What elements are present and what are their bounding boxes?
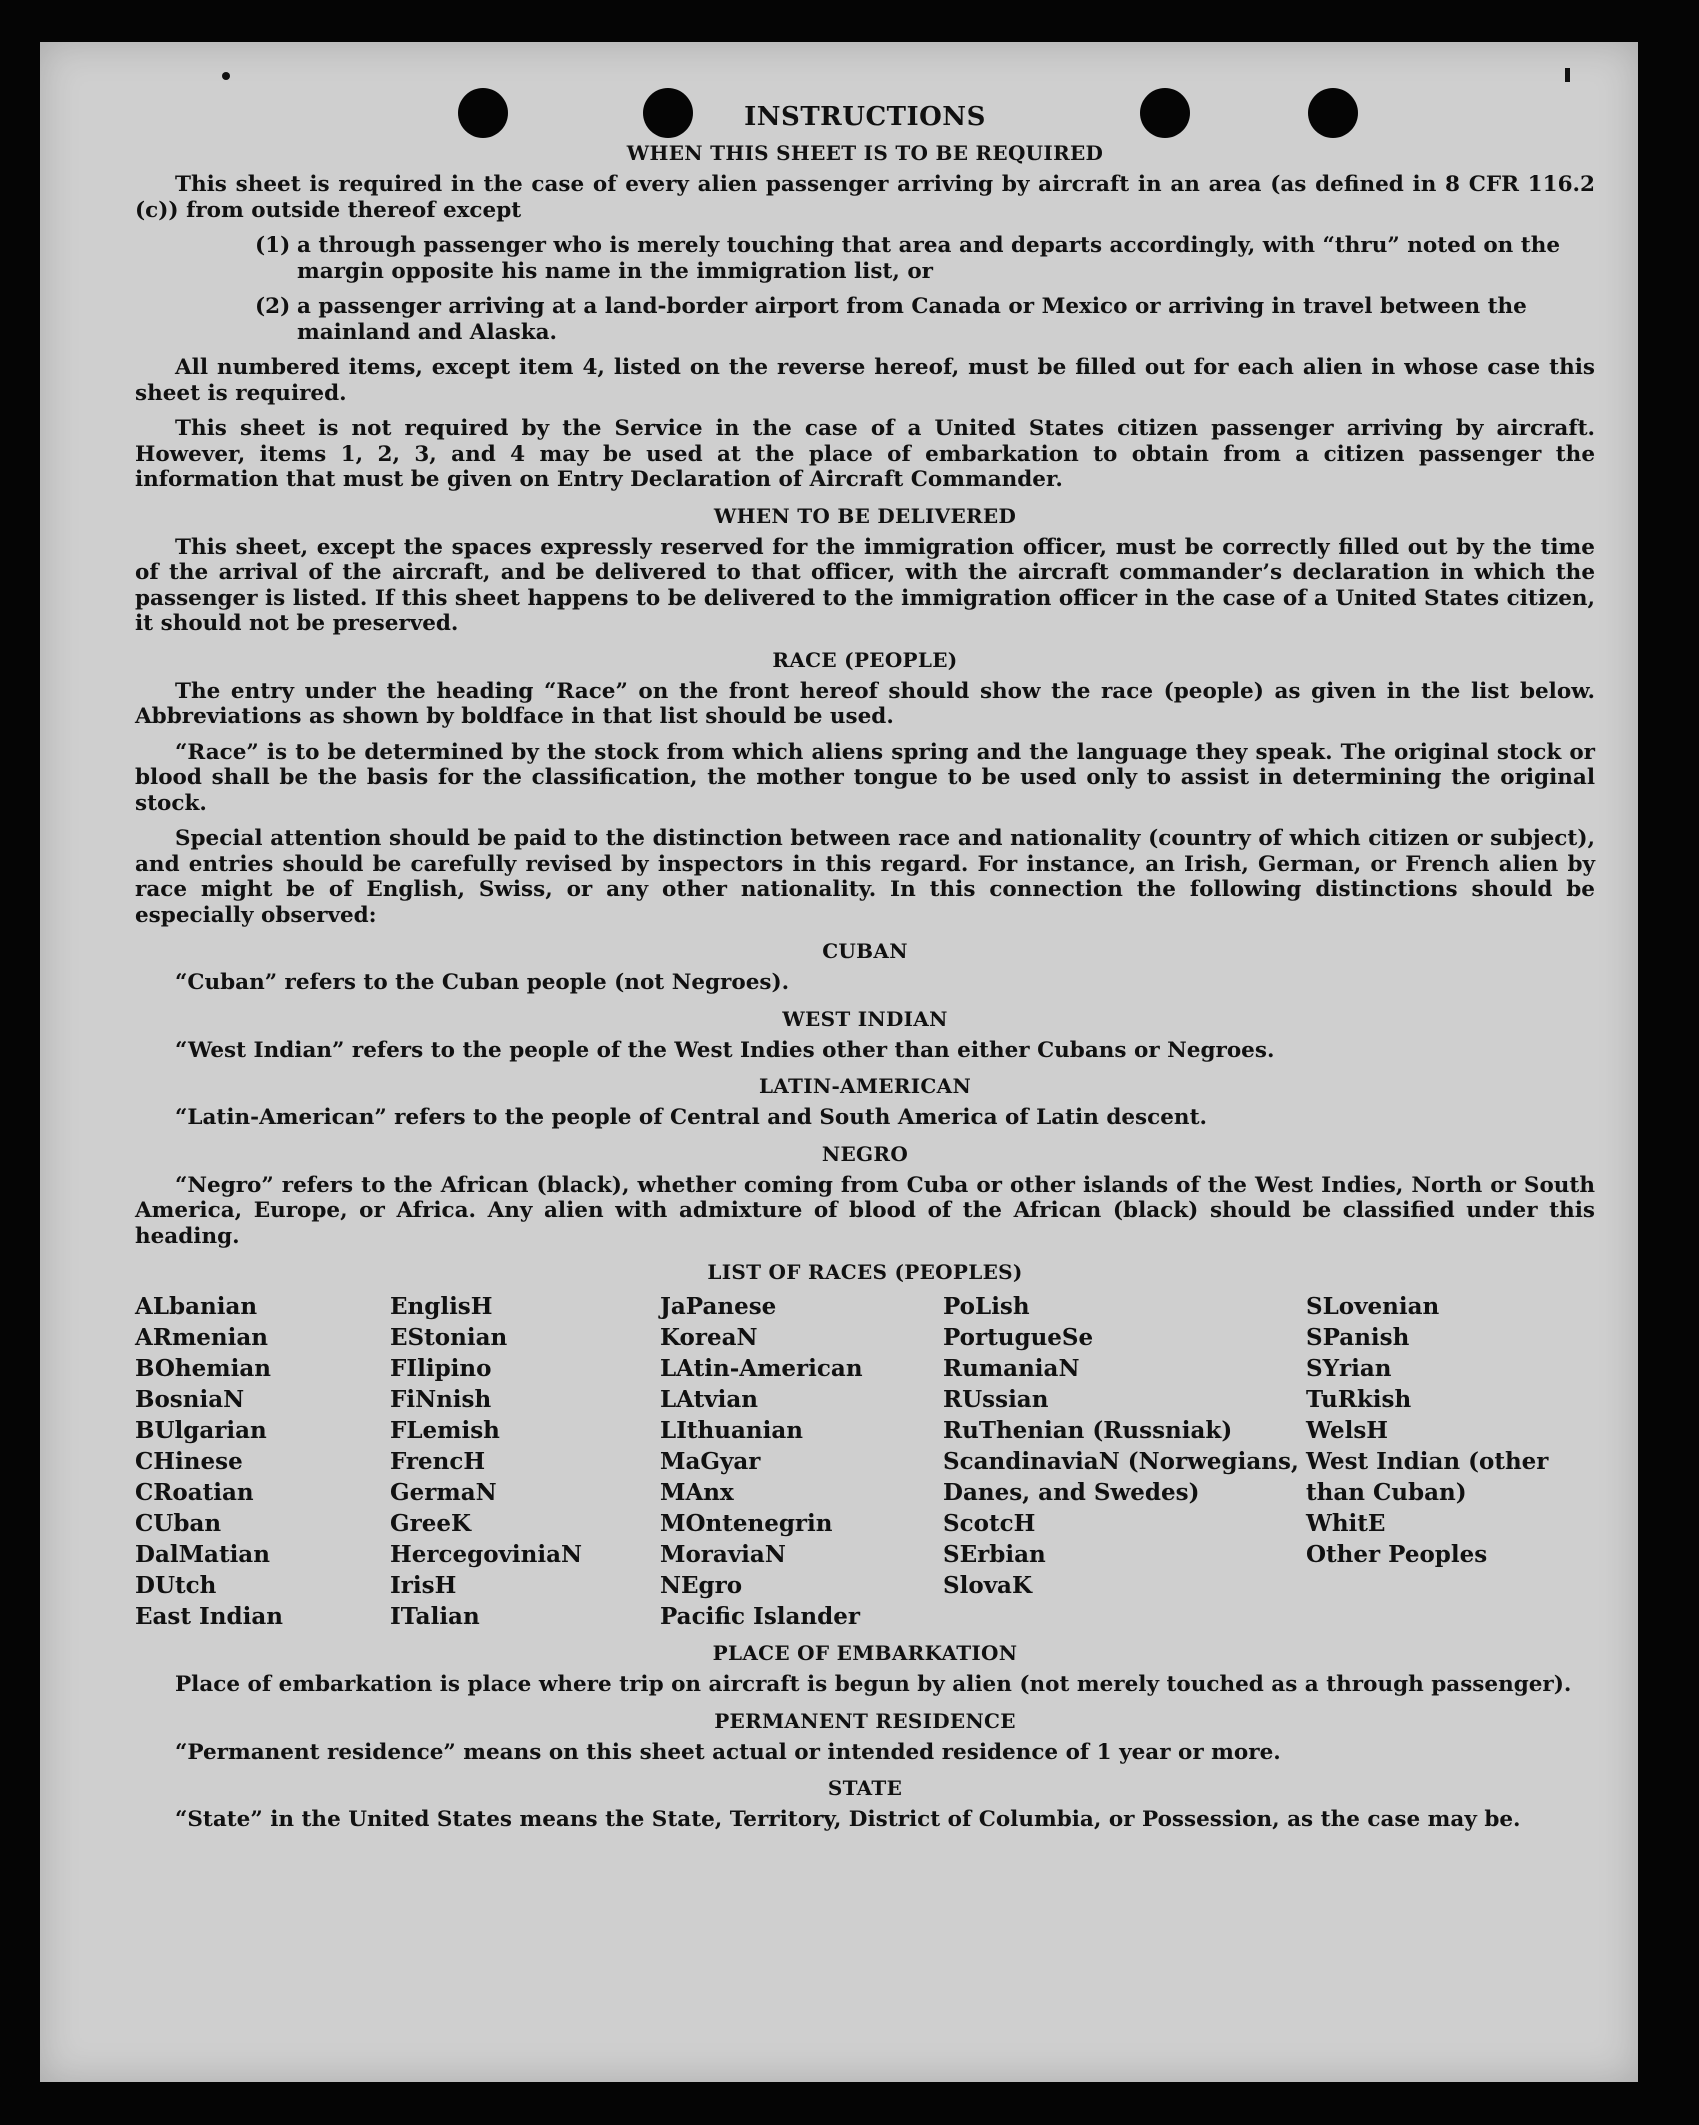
race-item: CHinese [135, 1448, 243, 1475]
definition: “Cuban” refers to the Cuban people (not Negroes). [175, 970, 790, 995]
race-item: RuThenian (Russniak) [943, 1417, 1233, 1444]
race-item: East Indian [135, 1603, 283, 1630]
scan-mark [222, 72, 230, 80]
races-column-3 [660, 1291, 943, 1632]
heading-when-required: WHEN THIS SHEET IS TO BE REQUIRED [626, 141, 1104, 165]
race-item: FiNnish [390, 1386, 492, 1413]
race-item: West Indian (other than Cuban) [1306, 1448, 1549, 1506]
race-item: FrencH [390, 1448, 486, 1475]
race-item: FLemish [390, 1417, 500, 1444]
race-item: HercegoviniaN [390, 1541, 583, 1568]
race-item: GreeK [390, 1510, 472, 1537]
heading-embarkation: PLACE OF EMBARKATION [712, 1641, 1018, 1665]
race-item: LIthuanian [660, 1417, 803, 1444]
race-item: ScotcH [943, 1510, 1036, 1537]
races-table [135, 1291, 1595, 1632]
race-item: RumaniaN [943, 1355, 1080, 1382]
race-item: WhitE [1306, 1510, 1386, 1537]
race-item: JaPanese [660, 1293, 777, 1320]
heading-west-indian: WEST INDIAN [782, 1006, 948, 1031]
race-item: LAtvian [660, 1386, 758, 1413]
document-page [40, 42, 1638, 2082]
heading-latin-american: LATIN-AMERICAN [758, 1074, 972, 1098]
race-item: BosniaN [135, 1386, 245, 1413]
definition: “Negro” refers to the African (black), whether coming from Cuba or other islands of the West Indies, North or South America, Europe, or Africa. Any alien with admixture of blood of the African (black) should be classified under this heading. [135, 1172, 1595, 1249]
race-item: BUlgarian [135, 1417, 267, 1444]
definition: “West Indian” refers to the people of the West Indies other than either Cubans or Negroes. [175, 1037, 1275, 1063]
race-item: NEgro [660, 1572, 743, 1599]
races-column-5 [1306, 1291, 1595, 1632]
instructions-text [135, 102, 1595, 1843]
races-column-1 [135, 1291, 390, 1632]
race-item: EnglisH [390, 1293, 493, 1320]
race-item: MoraviaN [660, 1541, 786, 1568]
race-item: Other Peoples [1306, 1541, 1488, 1568]
paragraph: This sheet, except the spaces expressly reserved for the immigration officer, must be correctly filled out by the time of the arrival of the aircraft, and be delivered to that officer, with the aircraft commander’s declaration in which the passenger is listed. If this sheet happens to be delivered to the immigration officer in the case of a United States citizen, it should not be preserved. [135, 534, 1595, 636]
definition: “Latin-American” refers to the people of Central and South America of Latin descent. [175, 1105, 1207, 1130]
heading-negro: NEGRO [821, 1141, 909, 1166]
list-item [255, 233, 1595, 284]
race-item: BOhemian [135, 1355, 271, 1382]
item-number: (1) [255, 233, 291, 258]
race-item: SErbian [943, 1541, 1046, 1568]
race-item: ALbanian [135, 1293, 258, 1320]
list-item [255, 294, 1595, 345]
race-item: SlovaK [943, 1572, 1032, 1599]
paragraph: This sheet is not required by the Service in the case of a United States citizen passenger arriving by aircraft. However, items 1, 2, 3, and 4 may be used at the place of embarkation to obtain from a citizen passenger the information that must be given on Entry Declaration of Aircraft Commander. [135, 416, 1595, 492]
item-number: (2) [255, 294, 291, 319]
race-item: KoreaN [660, 1324, 758, 1351]
races-column-4 [943, 1291, 1306, 1632]
heading-race: RACE (PEOPLE) [772, 647, 958, 672]
race-item: MaGyar [660, 1448, 761, 1475]
heading-when-delivered: WHEN TO BE DELIVERED [713, 503, 1017, 528]
exception-list [135, 233, 1595, 345]
race-item: CUban [135, 1510, 222, 1537]
paragraph: “State” in the United States means the State, Territory, District of Columbia, or Possession, as the case may be. [175, 1807, 1521, 1832]
race-item: IrisH [390, 1572, 457, 1599]
races-column-2 [390, 1291, 660, 1632]
race-item: GermaN [390, 1479, 497, 1506]
heading-cuban: CUBAN [822, 939, 908, 963]
race-item: PortugueSe [943, 1324, 1094, 1351]
race-item: MOntenegrin [660, 1510, 833, 1537]
item-text: a through passenger who is merely touching that area and departs accordingly, with “thru” noted on the margin opposite his name in the immigration list, or [297, 233, 1561, 284]
race-item: SPanish [1306, 1324, 1410, 1351]
heading-permanent-residence: PERMANENT RESIDENCE [714, 1708, 1016, 1733]
race-item: MAnx [660, 1479, 734, 1506]
paragraph: “Race” is to be determined by the stock from which aliens spring and the language they speak. The original stock or blood shall be the basis for the classification, the mother tongue to be used only to assist in determining the original stock. [135, 739, 1595, 816]
race-item: CRoatian [135, 1479, 254, 1506]
race-item: PoLish [943, 1293, 1030, 1320]
heading-state: STATE [827, 1776, 903, 1800]
paragraph: The entry under the heading “Race” on the front hereof should show the race (people) as given in the list below. Abbreviations as shown by boldface in that list should be used. [135, 678, 1595, 729]
paragraph: All numbered items, except item 4, listed on the reverse hereof, must be filled out for each alien in whose case this sheet is required. [135, 355, 1595, 406]
race-item: SYrian [1306, 1355, 1392, 1382]
scan-mark [1565, 68, 1570, 82]
paragraph: This sheet is required in the case of every alien passenger arriving by aircraft in an area (as defined in 8 CFR 116.2 (c)) from outside thereof except [135, 172, 1595, 223]
race-item: ScandinaviaN (Norwegians, Danes, and Swedes) [943, 1448, 1299, 1506]
paragraph: “Permanent residence” means on this sheet actual or intended residence of 1 year or more. [175, 1739, 1281, 1765]
race-item: FIlipino [390, 1355, 492, 1382]
paragraph: Place of embarkation is place where trip on aircraft is begun by alien (not merely touched as a through passenger). [175, 1672, 1572, 1697]
page-title: INSTRUCTIONS [744, 102, 986, 132]
race-item: WelsH [1306, 1417, 1389, 1444]
paragraph: Special attention should be paid to the distinction between race and nationality (country of which citizen or subject), and entries should be carefully revised by inspectors in this regard. For instance, an Irish, German, or French alien by race might be of English, Swiss, or any other nationality. In this connection the following distinctions should be especially observed: [135, 826, 1595, 928]
race-item: RUssian [943, 1386, 1049, 1413]
race-item: ITalian [390, 1603, 480, 1630]
race-item: DUtch [135, 1572, 217, 1599]
race-item: EStonian [390, 1324, 508, 1351]
race-item: LAtin-American [660, 1355, 863, 1382]
item-text: a passenger arriving at a land-border airport from Canada or Mexico or arriving in travel between the mainland and Alaska. [297, 294, 1527, 345]
race-item: SLovenian [1306, 1293, 1440, 1320]
race-item: DalMatian [135, 1541, 270, 1568]
heading-list-of-races: LIST OF RACES (PEOPLES) [707, 1260, 1023, 1284]
race-item: TuRkish [1306, 1386, 1412, 1413]
race-item: ARmenian [135, 1324, 269, 1351]
race-item: Pacific Islander [660, 1603, 860, 1630]
